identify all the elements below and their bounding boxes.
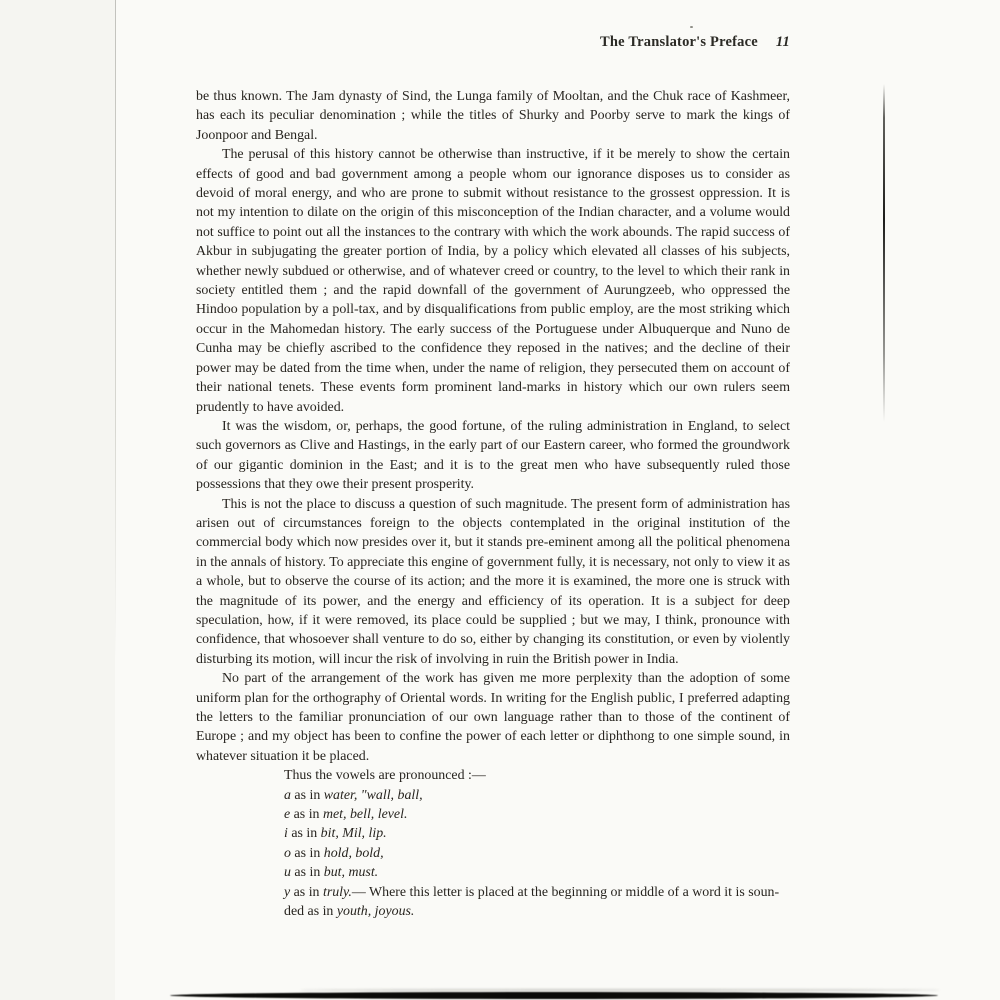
pronunciation-line-o xyxy=(284,844,790,863)
text-segment: o xyxy=(284,845,291,861)
text-segment: but, must. xyxy=(323,865,379,881)
text-segment: youth, joyous. xyxy=(336,904,415,920)
text-segment: e xyxy=(284,807,291,823)
page-bottom-shadow xyxy=(170,992,938,999)
page-right-edge xyxy=(883,84,885,422)
pronunciation-line-u xyxy=(284,863,790,882)
text-segment: bit, Mil, lip. xyxy=(320,826,387,842)
text-segment: u xyxy=(284,865,291,881)
pronunciation-line-y xyxy=(284,883,790,902)
pronunciation-line-y-continuation xyxy=(284,902,790,921)
page-text xyxy=(196,87,790,921)
page-number: 11 xyxy=(775,34,790,50)
text-segment: as in xyxy=(290,845,324,861)
pronunciation-intro: Thus the vowels are pronounced :— xyxy=(284,768,486,784)
pronunciation-line-a xyxy=(284,786,790,805)
text-segment: as in xyxy=(290,865,324,881)
text-segment: a xyxy=(284,787,291,803)
text-segment: as in xyxy=(290,787,324,803)
text-segment: ded as in xyxy=(284,904,337,920)
paragraph: It was the wisdom, or, perhaps, the good fortune, of the ruling administration in England, to select such governors as Clive and Hastings, in the early part of our Eastern career, who formed the groundwork of our gigantic dominion in the East; and it is to the great men who have subsequently ruled those possessions that they owe their present prosperity. xyxy=(196,418,790,493)
pronunciation-guide xyxy=(284,766,790,921)
text-segment: — Where this letter is placed at the beginning or middle of a word it is soun- xyxy=(351,884,780,900)
pronunciation-line-i xyxy=(284,824,790,843)
paragraph: be thus known. The Jam dynasty of Sind, the Lunga family of Mooltan, and the Chuk race of Kashmeer, has each its peculiar denomination ; while the titles of Shurky and Poorby serve to mark the kings of Joonpoor and Bengal. xyxy=(196,89,790,143)
text-segment: hold, bold, xyxy=(323,845,384,861)
text-segment: as in xyxy=(290,807,323,823)
running-header xyxy=(196,34,790,51)
text-segment: as in xyxy=(290,884,323,900)
text-segment: i xyxy=(284,826,288,842)
text-segment: y xyxy=(284,884,291,900)
scan-left-margin xyxy=(0,0,115,1000)
page-left-edge xyxy=(115,0,116,660)
scan-bottom-smudge xyxy=(300,989,940,991)
paragraph: No part of the arrangement of the work has given me more perplexity than the adoption of some uniform plan for the orthography of Oriental words. In writing for the English public, I preferred adapting the letters to the familiar pronunciation of our own language rather than to those of the continent of Europe ; and my object has been to confine the power of each letter or diphthong to one simple sound, in whatever situation it be placed. xyxy=(196,671,790,764)
text-segment: as in xyxy=(287,826,321,842)
pronunciation-line-e xyxy=(284,805,790,824)
scan-speck xyxy=(690,26,693,28)
text-segment: water, "wall, ball, xyxy=(323,787,423,803)
text-segment: truly. xyxy=(322,884,352,900)
paragraph: This is not the place to discuss a question of such magnitude. The present form of administration has arisen out of circumstances foreign to the objects contemplated in the original institution of the commercial body which now presides over it, but it stands pre-eminent among all the political phenomena in the annals of history. To appreciate this engine of government fully, it is necessary, not only to view it as a whole, but to observe the course of its action; and the more it is examined, the more one is struck with the magnitude of its power, and the energy and efficiency of its operation. It is a subject for deep speculation, how, if it were removed, its place could be supplied ; but we may, I think, pronounce with confidence, that whosoever shall venture to do so, either by changing its constitution, or even by violently disturbing its motion, will incur the risk of involving in ruin the British power in India. xyxy=(196,496,790,667)
text-segment: met, bell, level. xyxy=(322,807,408,823)
section-title: The Translator's Preface xyxy=(600,34,758,50)
paragraph: The perusal of this history cannot be otherwise than instructive, if it be merely to show the certain effects of good and bad government among a people whom our ignorance disposes us to consider as devoid of moral energy, and who are prone to submit without resistance to the grossest oppression. It is not my intention to dilate on the origin of this misconception of the Indian character, and a volume would not suffice to point out all the instances to the contrary with which the work abounds. The rapid success of Akbur in subjugating the greater portion of India, by a policy which elevated all classes of his subjects, whether newly subdued or otherwise, and of whatever creed or country, to the level to which their rank in society entitled them ; and the rapid downfall of the government of Aurungzeeb, who oppressed the Hindoo population by a poll-tax, and by disqualifications from public employ, are the most striking which occur in the Mahomedan history. The early success of the Portuguese under Albuquerque and Nuno de Cunha may be chiefly ascribed to the confidence they reposed in the natives; and the decline of their power may be dated from the time when, under the name of religion, they persecuted them on account of their national tenets. These events form prominent land-marks in history which our own rulers seem prudently to have avoided. xyxy=(196,147,790,415)
